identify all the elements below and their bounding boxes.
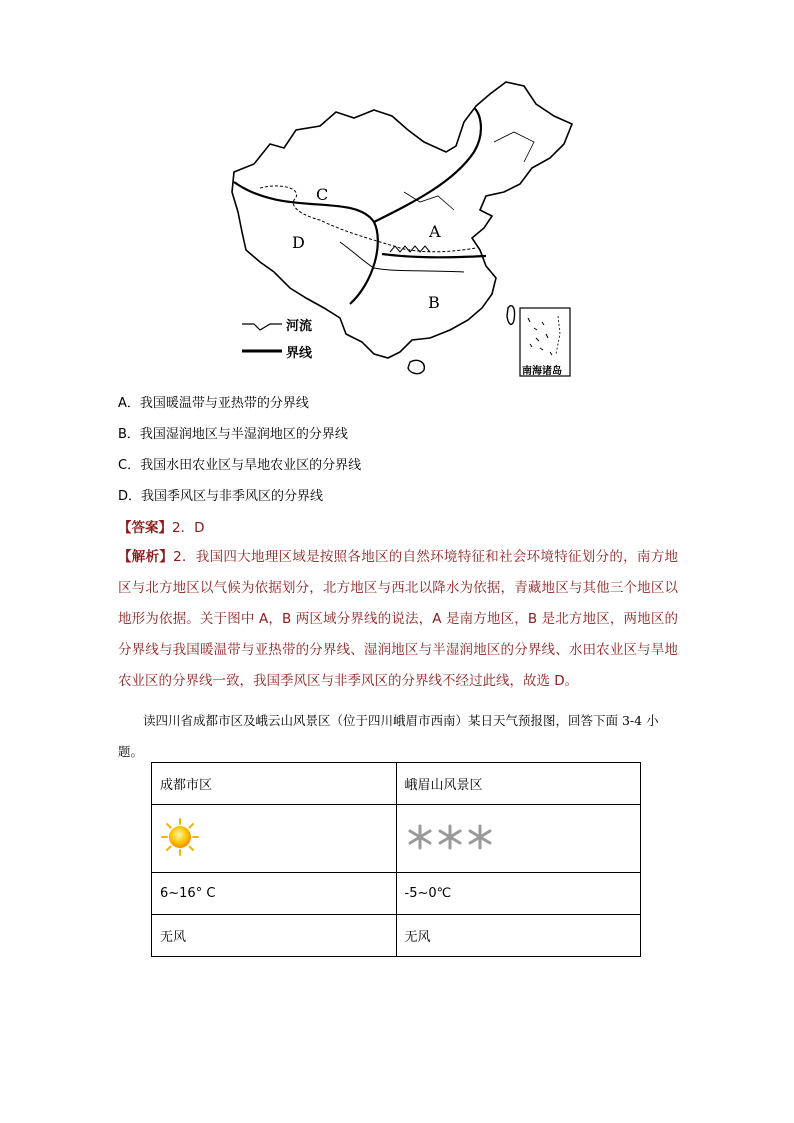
temp-chengdu: 6~16° C — [152, 873, 397, 915]
table-row — [152, 873, 641, 915]
wind-chengdu: 无风 — [152, 915, 397, 957]
sun-icon — [160, 817, 200, 861]
table-row — [152, 805, 641, 873]
weather-icon-cell-emeishan — [396, 805, 641, 873]
answer-tag: 【答案】 — [118, 520, 172, 536]
answer-line — [118, 519, 204, 537]
analysis-paragraph — [118, 542, 678, 697]
hainan-island — [408, 360, 424, 373]
legend-river-label: 河流 — [286, 319, 313, 334]
option-c: C．我国水田农业区与旱地农业区的分界线 — [118, 458, 362, 473]
china-map-figure — [224, 72, 580, 380]
analysis-tag: 【解析】 — [118, 549, 174, 565]
table-row — [152, 915, 641, 957]
taiwan-island — [507, 306, 515, 325]
china-outline — [232, 82, 572, 358]
region-label-b: B — [428, 293, 440, 312]
question-intro: 读四川省成都市区及峨云山风景区（位于四川峨眉市西南）某日天气预报图，回答下面 3-4 小题。 — [118, 713, 659, 759]
option-d: D．我国季风区与非季风区的分界线 — [118, 489, 324, 504]
boundary-line — [374, 108, 481, 222]
temp-emeishan: -5~0℃ — [396, 873, 641, 915]
region-label-a: A — [429, 222, 441, 241]
weather-forecast-table — [151, 762, 641, 957]
region-label-c: C — [316, 185, 329, 204]
legend-river-symbol — [242, 324, 282, 330]
snow-icon — [405, 821, 495, 857]
legend-boundary-label: 界线 — [286, 346, 313, 361]
option-b: B．我国湿润地区与半湿润地区的分界线 — [118, 427, 348, 442]
answer-text: 2．D — [172, 520, 205, 536]
table-row — [152, 763, 641, 805]
boundary-line — [234, 182, 378, 304]
header-emeishan: 峨眉山风景区 — [396, 763, 641, 805]
option-a: A．我国暖温带与亚热带的分界线 — [118, 396, 309, 411]
boundary-line — [382, 254, 486, 257]
wind-emeishan: 无风 — [396, 915, 641, 957]
analysis-text: 2．我国四大地理区域是按照各地区的自然环境特征和社会环境特征划分的，南方地区与北方地区以气候为依据划分，北方地区与西北以降水为依据，青藏地区与其他三个地区以地形为依据。关于图中 A，B 两区域分界线的说法，A 是南方地区，B 是北方地区，两地区的分界线与我国暖温带与亚热带的分界线、湿润地区与半湿润地区的分界线、水田农业区与旱地农业区的分界线一致，我国季风区与非季风区的分界线不经过此线，故选 D。 — [118, 549, 678, 689]
weather-icon-cell-chengdu — [152, 805, 397, 873]
inset-label: 南海诸岛 — [522, 366, 562, 377]
region-label-d: D — [292, 233, 305, 252]
header-chengdu: 成都市区 — [152, 763, 397, 805]
